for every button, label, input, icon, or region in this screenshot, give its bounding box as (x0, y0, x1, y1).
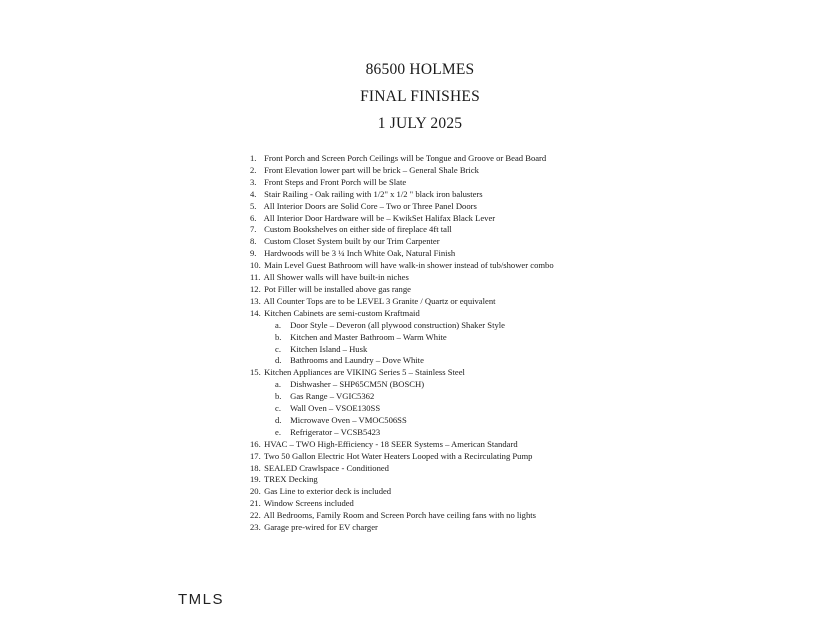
list-item (250, 189, 554, 201)
item-text: Two 50 Gallon Electric Hot Water Heaters Looped with a Recirculating Pump (262, 450, 533, 461)
item-number: 17. (250, 450, 261, 461)
subitem-letter: d. (275, 355, 282, 366)
item-text: Stair Railing - Oak railing with 1/2" x 1/2 " black iron balusters (262, 188, 483, 199)
item-text: Gas Line to exterior deck is included (262, 486, 392, 497)
subitem-letter: e. (275, 426, 281, 437)
item-number: 13. (250, 295, 261, 306)
finishes-list (250, 153, 554, 534)
list-item (250, 296, 554, 308)
subitem-letter: d. (275, 414, 282, 425)
item-text: Custom Bookshelves on either side of fireplace 4ft tall (262, 224, 452, 235)
item-number: 8. (250, 236, 257, 247)
list-item (250, 308, 554, 320)
item-text: Front Elevation lower part will be brick – General Shale Brick (262, 164, 479, 175)
item-text: All Interior Doors are Solid Core – Two or Three Panel Doors (262, 200, 477, 211)
item-text: Front Porch and Screen Porch Ceilings will be Tongue and Groove or Bead Board (262, 153, 547, 163)
list-item (250, 451, 554, 463)
item-text: SEALED Crawlspace - Conditioned (262, 462, 389, 473)
item-text: Gas Range – VGIC5362 (288, 391, 375, 402)
item-text: Kitchen Appliances are VIKING Series 5 – Stainless Steel (262, 367, 465, 378)
mls-watermark: TMLS (178, 591, 225, 608)
item-number: 10. (250, 260, 261, 271)
item-number: 3. (250, 176, 257, 187)
item-text: Hardwoods will be 3 ¼ Inch White Oak, Natural Finish (262, 248, 456, 259)
item-number: 4. (250, 188, 257, 199)
list-item (250, 153, 554, 165)
list-item (250, 272, 554, 284)
list-item (250, 367, 554, 379)
list-subitem (250, 332, 554, 344)
list-subitem (250, 355, 554, 367)
item-text: Door Style – Deveron (all plywood construction) Shaker Style (288, 319, 505, 330)
item-text: Wall Oven – VSOE130SS (288, 403, 381, 414)
list-subitem (250, 391, 554, 403)
list-item (250, 284, 554, 296)
item-text: HVAC – TWO High-Efficiency - 18 SEER Systems – American Standard (262, 438, 518, 449)
item-number: 19. (250, 474, 261, 485)
item-text: All Interior Door Hardware will be – KwikSet Halifax Black Lever (262, 212, 496, 223)
list-item (250, 486, 554, 498)
subitem-letter: a. (275, 379, 281, 390)
item-text: Microwave Oven – VMOC506SS (288, 414, 407, 425)
document-date: 1 JULY 2025 (377, 115, 463, 132)
item-number: 14. (250, 307, 261, 318)
item-text: Kitchen Cabinets are semi-custom Kraftmaid (262, 307, 420, 318)
subitem-letter: b. (275, 331, 282, 342)
subitem-letter: c. (275, 403, 281, 414)
document-title: FINAL FINISHES (360, 88, 480, 105)
list-item (250, 522, 554, 534)
subitem-letter: b. (275, 391, 282, 402)
list-subitem (250, 403, 554, 415)
list-subitem (250, 344, 554, 356)
item-number: 12. (250, 283, 261, 294)
list-subitem (250, 427, 554, 439)
list-item (250, 248, 554, 260)
list-item (250, 224, 554, 236)
item-number: 9. (250, 248, 257, 259)
item-text: Front Steps and Front Porch will be Slate (262, 176, 407, 187)
item-number: 2. (250, 164, 257, 175)
item-text: All Shower walls will have built-in niches (262, 272, 409, 283)
item-text: Bathrooms and Laundry – Dove White (288, 355, 424, 366)
item-text: Pot Filler will be installed above gas range (262, 283, 411, 294)
property-title: 86500 HOLMES (365, 61, 475, 78)
item-text: Window Screens included (262, 498, 354, 509)
list-item (250, 439, 554, 451)
list-item (250, 213, 554, 225)
item-number: 5. (250, 200, 257, 211)
list-item (250, 201, 554, 213)
subitem-letter: a. (275, 319, 281, 330)
list-item (250, 474, 554, 486)
list-item (250, 236, 554, 248)
item-number: 1. (250, 153, 257, 163)
item-text: Custom Closet System built by our Trim Carpenter (262, 236, 440, 247)
item-text: Refrigerator – VCSB5423 (288, 426, 381, 437)
item-text: Main Level Guest Bathroom will have walk-in shower instead of tub/shower combo (262, 260, 554, 271)
item-text: TREX Decking (262, 474, 318, 485)
item-number: 22. (250, 510, 261, 521)
item-text: Dishwasher – SHP65CM5N (BOSCH) (288, 379, 425, 390)
list-subitem (250, 320, 554, 332)
document-header (0, 56, 840, 137)
list-subitem (250, 379, 554, 391)
item-number: 20. (250, 486, 261, 497)
item-number: 6. (250, 212, 257, 223)
item-text: Kitchen Island – Husk (288, 343, 368, 354)
item-number: 23. (250, 522, 261, 533)
item-number: 7. (250, 224, 257, 235)
item-number: 16. (250, 438, 261, 449)
item-text: All Counter Tops are to be LEVEL 3 Granite / Quartz or equivalent (262, 295, 496, 306)
list-item (250, 510, 554, 522)
list-item (250, 165, 554, 177)
item-text: Garage pre-wired for EV charger (262, 522, 378, 533)
item-number: 18. (250, 462, 261, 473)
item-text: All Bedrooms, Family Room and Screen Porch have ceiling fans with no lights (262, 510, 537, 521)
subitem-letter: c. (275, 343, 281, 354)
item-number: 11. (250, 272, 261, 283)
item-number: 21. (250, 498, 261, 509)
list-item (250, 260, 554, 272)
item-text: Kitchen and Master Bathroom – Warm White (288, 331, 447, 342)
list-item (250, 498, 554, 510)
item-number: 15. (250, 367, 261, 378)
list-subitem (250, 415, 554, 427)
list-item (250, 177, 554, 189)
list-item (250, 463, 554, 475)
